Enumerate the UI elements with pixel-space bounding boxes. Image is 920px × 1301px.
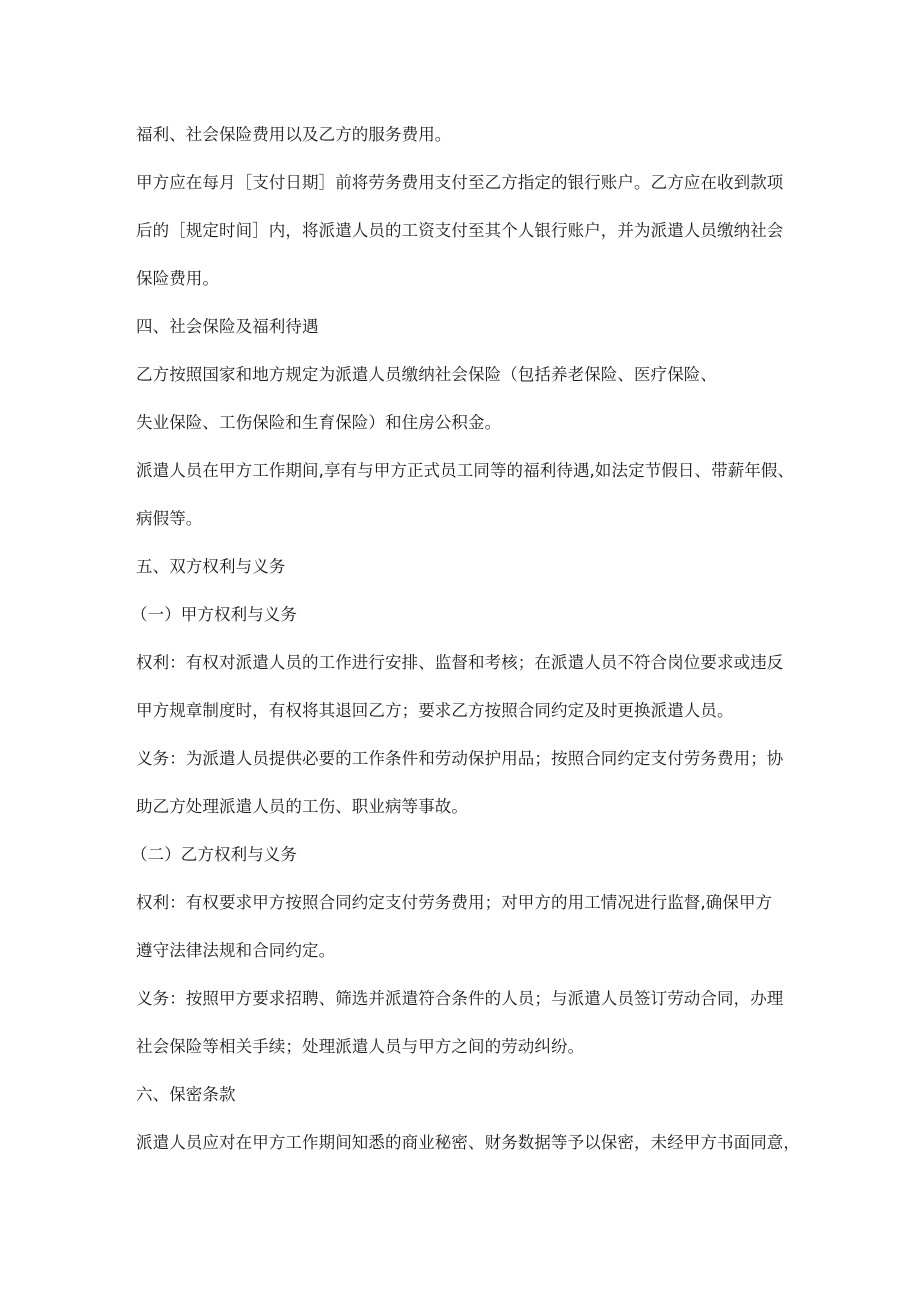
paragraph-line: 福利、社会保险费用以及乙方的服务费用。 [136,125,452,144]
paragraph-line: 遵守法律法规和合同约定。 [136,941,336,960]
paragraph-line: 权利：有权要求甲方按照合同约定支付劳务费用；对甲方的用工情况进行监督,确保甲方 [136,893,773,912]
paragraph-line: 义务：为派遣人员提供必要的工作条件和劳动保护用品；按照合同约定支付劳务费用；协 [136,749,784,768]
section-heading: 六、保密条款 [136,1085,236,1104]
paragraph-line: 甲方应在每月［支付日期］前将劳务费用支付至乙方指定的银行账户。乙方应在收到款项 [136,173,784,192]
paragraph-line: 失业保险、工伤保险和生育保险）和住房公积金。 [136,413,502,432]
paragraph-line: 社会保险等相关手续；处理派遣人员与甲方之间的劳动纠纷。 [136,1037,585,1056]
subsection-heading: （一）甲方权利与义务 [131,605,297,624]
paragraph-line: 病假等。 [136,509,203,528]
paragraph-line: 后的［规定时间］内，将派遣人员的工资支付至其个人银行账户，并为派遣人员缴纳社会 [136,221,784,240]
paragraph-line: 派遣人员在甲方工作期间,享有与甲方正式员工同等的福利待遇,如法定节假日、带薪年假、 [136,461,795,480]
paragraph-line: 助乙方处理派遣人员的工伤、职业病等事故。 [136,797,468,816]
section-heading: 四、社会保险及福利待遇 [136,317,319,336]
paragraph-line: 义务：按照甲方要求招聘、筛选并派遣符合条件的人员；与派遣人员签订劳动合同，办理 [136,989,784,1008]
paragraph-line: 保险费用。 [136,269,219,288]
paragraph-line: 派遣人员应对在甲方工作期间知悉的商业秘密、财务数据等予以保密，未经甲方书面同意， [136,1133,800,1152]
paragraph-line: 甲方规章制度时，有权将其退回乙方；要求乙方按照合同约定及时更换派遣人员。 [136,701,734,720]
section-heading: 五、双方权利与义务 [136,557,286,576]
paragraph-line: 乙方按照国家和地方规定为派遣人员缴纳社会保险（包括养老保险、医疗保险、 [136,365,717,384]
subsection-heading: （二）乙方权利与义务 [131,845,297,864]
paragraph-line: 权利：有权对派遣人员的工作进行安排、监督和考核；在派遣人员不符合岗位要求或违反 [136,653,784,672]
